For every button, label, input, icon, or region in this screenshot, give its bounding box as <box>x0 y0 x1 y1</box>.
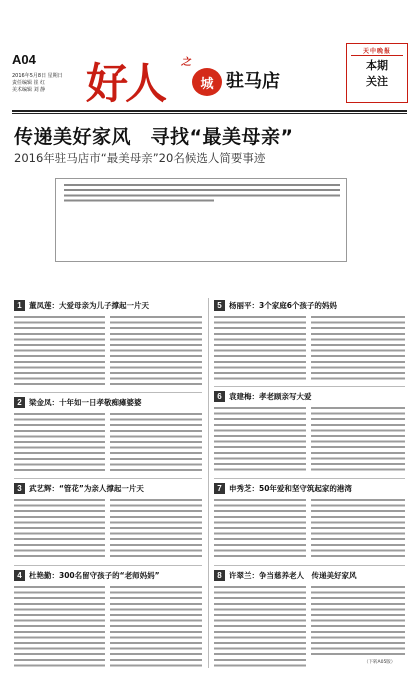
article-body <box>14 497 105 559</box>
article-heading <box>14 300 149 311</box>
article-title: 申秀芝：50年爱和坚守筑起家的港湾 <box>229 484 352 493</box>
page-headline: 传递美好家风 寻找“最美母亲” <box>14 126 294 148</box>
article-separator <box>14 565 202 566</box>
article-heading <box>14 483 144 494</box>
brand-divider <box>351 55 403 56</box>
logo-of-text: 之 <box>181 57 191 68</box>
article-number-badge: 1 <box>14 300 25 311</box>
article-body <box>14 411 105 473</box>
article-heading <box>214 483 352 494</box>
logo-city-name: 驻马店 <box>226 71 280 92</box>
article-body <box>14 584 105 668</box>
article-body <box>214 405 306 473</box>
page-number: A04 <box>12 52 36 67</box>
article-number-badge: 2 <box>14 397 25 408</box>
article-body <box>110 497 202 559</box>
article-title: 梁金凤：十年如一日孝敬痴瘫婆婆 <box>29 398 142 407</box>
section-label-line1: 本期 <box>366 59 388 72</box>
article-title: 武艺辉：“管花”为亲人撑起一片天 <box>29 484 144 493</box>
article-title: 杜艳勤：300名留守孩子的“老师妈妈” <box>29 571 160 580</box>
header-rule-thick <box>12 110 407 112</box>
continued-note: （下转A05版） <box>364 660 396 665</box>
issue-meta <box>12 73 82 94</box>
article-number-badge: 3 <box>14 483 25 494</box>
article-body <box>110 411 202 473</box>
article-number-badge: 5 <box>214 300 225 311</box>
logo-city-badge: 城 <box>192 68 222 96</box>
header-rule-thin <box>12 113 407 114</box>
designer-line: 美术编辑 刘 静 <box>12 87 46 93</box>
article-body <box>311 497 405 559</box>
article-number-badge: 6 <box>214 391 225 402</box>
article-title: 袁建梅：孝老顾亲写大爱 <box>229 392 312 401</box>
intro-box <box>55 178 347 262</box>
issue-date: 2016年5月8日 星期日 <box>12 73 63 79</box>
article-number-badge: 7 <box>214 483 225 494</box>
article-body <box>311 584 405 656</box>
article-body <box>214 314 306 380</box>
article-heading <box>14 570 160 581</box>
article-body <box>311 314 405 380</box>
article-body <box>110 314 202 386</box>
article-body <box>14 314 105 386</box>
article-heading <box>14 397 142 408</box>
section-brand-box <box>346 43 408 103</box>
intro-text-right <box>208 183 340 199</box>
section-label <box>347 58 407 90</box>
article-number-badge: 4 <box>14 570 25 581</box>
article-separator <box>214 386 405 387</box>
article-title: 杨丽平：3个家庭6个孩子的妈妈 <box>229 301 337 310</box>
article-heading <box>214 391 312 402</box>
article-body <box>214 584 306 668</box>
page-subheadline: 2016年驻马店市“最美母亲”20名候选人简要事迹 <box>14 151 266 165</box>
article-title: 董凤莲：大爱母亲为儿子撑起一片天 <box>29 301 149 310</box>
article-body <box>214 497 306 559</box>
article-heading <box>214 570 357 581</box>
intro-text-left <box>64 183 214 204</box>
article-number-badge: 8 <box>214 570 225 581</box>
article-heading <box>214 300 337 311</box>
article-title: 许翠兰：争当慈养老人 传递美好家风 <box>229 571 357 580</box>
article-separator <box>14 392 202 393</box>
newspaper-name: 天中晚报 <box>362 48 391 55</box>
article-separator <box>214 478 405 479</box>
article-separator <box>14 478 202 479</box>
section-label-line2: 关注 <box>366 75 388 88</box>
editor-line: 责任编辑 崔 红 <box>12 80 46 86</box>
article-body <box>311 405 405 473</box>
column-masthead <box>86 47 304 108</box>
column-divider <box>208 298 209 668</box>
article-separator <box>214 565 405 566</box>
logo-main-text: 好人 <box>86 59 165 108</box>
article-body <box>110 584 202 668</box>
